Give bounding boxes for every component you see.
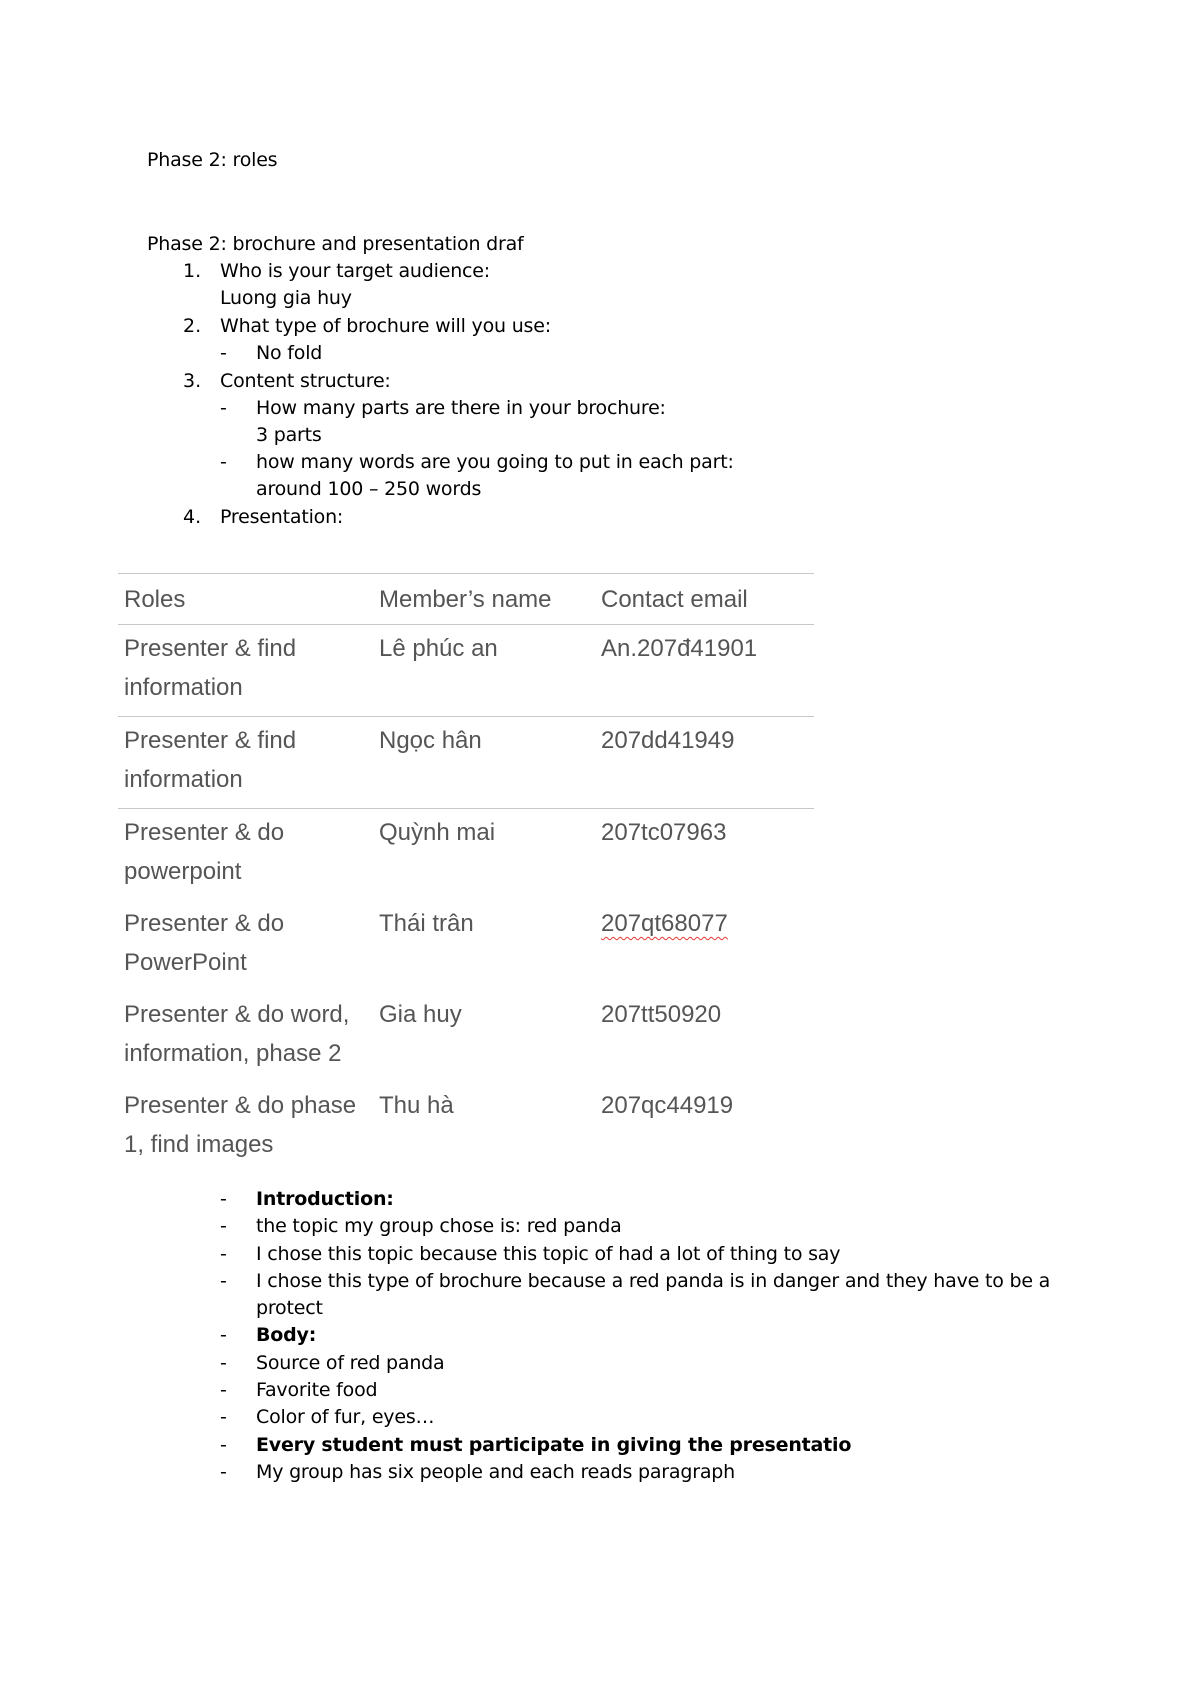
dash-marker: - bbox=[220, 397, 227, 419]
bullet-item: Body: bbox=[256, 1324, 317, 1346]
email-cell: 207tc07963 bbox=[601, 819, 727, 846]
email-cell bbox=[595, 900, 814, 991]
question-text: What type of brochure will you use: bbox=[220, 315, 551, 337]
sub-item-answer: around 100 – 250 words bbox=[256, 478, 482, 500]
email-cell: An.207đ41901 bbox=[601, 635, 758, 662]
question-number: 3. bbox=[183, 370, 202, 392]
role-cell: Presenter & do phase 1, find images bbox=[124, 1092, 357, 1158]
role-cell: Presenter & find information bbox=[124, 635, 297, 701]
name-cell: Lê phúc an bbox=[379, 635, 498, 662]
dash-marker: - bbox=[220, 1379, 227, 1401]
table-row bbox=[118, 809, 814, 901]
question-text: Presentation: bbox=[220, 506, 344, 528]
question-number: 2. bbox=[183, 315, 202, 337]
column-header-contact-email: Contact email bbox=[601, 586, 748, 613]
sub-item-answer: 3 parts bbox=[256, 424, 322, 446]
email-cell: 207dd41949 bbox=[601, 727, 735, 754]
dash-marker: - bbox=[220, 1270, 227, 1292]
bullet-item: My group has six people and each reads paragraph bbox=[256, 1461, 735, 1483]
dash-marker: - bbox=[220, 1461, 227, 1483]
sub-item: No fold bbox=[256, 342, 323, 364]
heading-roles: Phase 2: roles bbox=[147, 149, 278, 171]
roles-table bbox=[118, 573, 814, 1173]
bullet-item: the topic my group chose is: red panda bbox=[256, 1215, 622, 1237]
dash-marker: - bbox=[220, 1188, 227, 1210]
table-row bbox=[118, 717, 814, 809]
name-cell: Thái trân bbox=[379, 910, 474, 937]
email-cell: 207tt50920 bbox=[601, 1001, 722, 1028]
table-header-row bbox=[118, 574, 814, 625]
column-header-roles: Roles bbox=[124, 586, 186, 613]
bullet-item: Favorite food bbox=[256, 1379, 378, 1401]
bullet-item: Introduction: bbox=[256, 1188, 394, 1210]
sub-item: how many words are you going to put in each part: bbox=[256, 451, 734, 473]
bullet-item: Color of fur, eyes… bbox=[256, 1406, 435, 1428]
bullet-item: I chose this type of brochure because a red panda is in danger and they have to be a bbox=[256, 1270, 1051, 1292]
question-number: 1. bbox=[183, 260, 202, 282]
name-cell: Thu hà bbox=[379, 1092, 454, 1119]
table-row bbox=[118, 625, 814, 717]
dash-marker: - bbox=[220, 1215, 227, 1237]
bullet-item: Source of red panda bbox=[256, 1352, 445, 1374]
bullet-item: Every student must participate in giving the presentatio bbox=[256, 1434, 852, 1456]
role-cell: Presenter & find information bbox=[124, 727, 297, 793]
heading-brochure: Phase 2: brochure and presentation draf bbox=[147, 233, 524, 255]
question-text: Content structure: bbox=[220, 370, 391, 392]
dash-marker: - bbox=[220, 1243, 227, 1265]
table-row bbox=[118, 1082, 814, 1173]
sub-item: How many parts are there in your brochure: bbox=[256, 397, 666, 419]
dash-marker: - bbox=[220, 1406, 227, 1428]
dash-marker: - bbox=[220, 1434, 227, 1456]
name-cell: Gia huy bbox=[379, 1001, 462, 1028]
column-header-member-name: Member’s name bbox=[379, 586, 552, 613]
name-cell: Ngọc hân bbox=[379, 727, 482, 754]
dash-marker: - bbox=[220, 451, 227, 473]
question-answer: Luong gia huy bbox=[220, 287, 352, 309]
role-cell: Presenter & do powerpoint bbox=[124, 819, 285, 885]
email-cell: 207qc44919 bbox=[601, 1092, 734, 1119]
table-row bbox=[118, 900, 814, 991]
dash-marker: - bbox=[220, 342, 227, 364]
question-number: 4. bbox=[183, 506, 202, 528]
dash-marker: - bbox=[220, 1324, 227, 1346]
bullet-item: I chose this topic because this topic of had a lot of thing to say bbox=[256, 1243, 841, 1265]
bullet-item-continuation: protect bbox=[256, 1297, 323, 1319]
name-cell: Quỳnh mai bbox=[379, 819, 496, 846]
question-text: Who is your target audience: bbox=[220, 260, 490, 282]
dash-marker: - bbox=[220, 1352, 227, 1374]
table-row bbox=[118, 991, 814, 1082]
role-cell: Presenter & do word, information, phase 2 bbox=[124, 1001, 350, 1067]
role-cell: Presenter & do PowerPoint bbox=[124, 910, 285, 976]
spellcheck-underlined-email[interactable]: 207qt68077 bbox=[601, 910, 728, 937]
